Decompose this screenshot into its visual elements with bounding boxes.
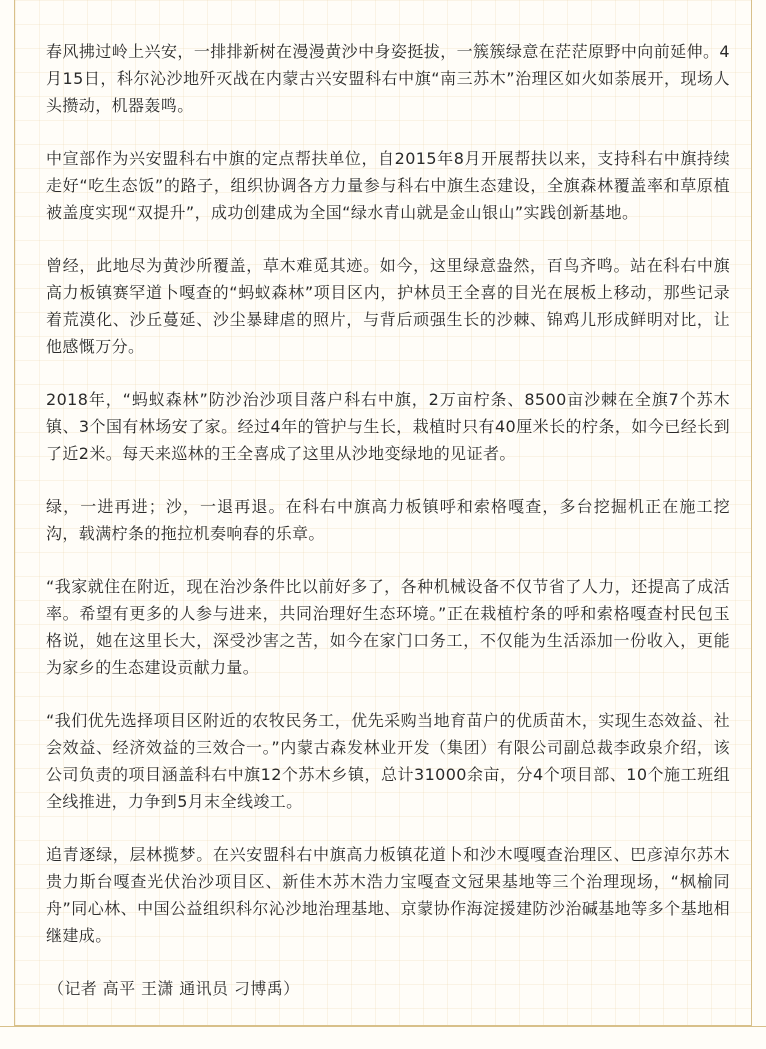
paragraph-2: 中宣部作为兴安盟科右中旗的定点帮扶单位，自2015年8月开展帮扶以来，支持科右中旗持续走好“吃生态饭”的路子，组织协调各方力量参与科右中旗生态建设，全旗森林覆盖率和草原植被盖度实现“双提升”，成功创建成为全国“绿水青山就是金山银山”实践创新基地。 [46,149,730,222]
paragraph-4: 2018年，“蚂蚁森林”防沙治沙项目落户科右中旗，2万亩柠条、8500亩沙棘在全旗7个苏木镇、3个国有林场安了家。经过4年的管护与生长，栽植时只有40厘米长的柠条，如今已经长到了近2米。每天来巡林的王全喜成了这里从沙地变绿地的见证者。 [46,390,730,463]
paragraph-3: 曾经，此地尽为黄沙所覆盖，草木难觅其迹。如今，这里绿意盎然，百鸟齐鸣。站在科右中旗高力板镇赛罕道卜嘎查的“蚂蚁森林”项目区内，护林员王全喜的目光在展板上移动，那些记录着荒漠化、沙丘蔓延、沙尘暴肆虐的照片，与背后顽强生长的沙棘、锦鸡儿形成鲜明对比，让他感慨万分。 [46,256,730,356]
article-body [46,38,730,1002]
paragraph-6: “我家就住在附近，现在治沙条件比以前好多了，各种机械设备不仅节省了人力，还提高了成活率。希望有更多的人参与进来，共同治理好生态环境。”正在栽植柠条的呼和索格嘎查村民包玉格说，她在这里长大，深受沙害之苦，如今在家门口务工，不仅能为生活添加一份收入，更能为家乡的生态建设贡献力量。 [46,577,730,677]
paragraph-8: 追青逐绿，层林揽梦。在兴安盟科右中旗高力板镇花道卜和沙木嘎嘎查治理区、巴彦淖尔苏木贵力斯台嘎查光伏治沙项目区、新佳木苏木浩力宝嘎查文冠果基地等三个治理现场，“枫榆同舟”同心林、中国公益组织科尔沁沙地治理基地、京蒙协作海淀援建防沙治碱基地等多个基地相继建成。 [46,845,730,945]
bottom-rule [0,1026,766,1027]
paragraph-7: “我们优先选择项目区附近的农牧民务工，优先采购当地育苗户的优质苗木，实现生态效益、社会效益、经济效益的三效合一。”内蒙古森发林业开发（集团）有限公司副总裁李政泉介绍，该公司负责的项目涵盖科右中旗12个苏木乡镇，总计31000余亩，分4个项目部、10个施工班组全线推进，力争到5月末全线竣工。 [46,711,730,811]
paragraph-5: 绿，一进再进；沙，一退再退。在科右中旗高力板镇呼和索格嘎查，多台挖掘机正在施工挖沟，载满柠条的拖拉机奏响春的乐章。 [46,497,730,543]
byline: （记者 高平 王潇 通讯员 刁博禹） [48,979,300,998]
paragraph-1: 春风拂过岭上兴安，一排排新树在漫漫黄沙中身姿挺拔，一簇簇绿意在茫茫原野中向前延伸。4月15日，科尔沁沙地歼灭战在内蒙古兴安盟科右中旗“南三苏木”治理区如火如荼展开，现场人头攒动，机器轰鸣。 [46,42,730,115]
